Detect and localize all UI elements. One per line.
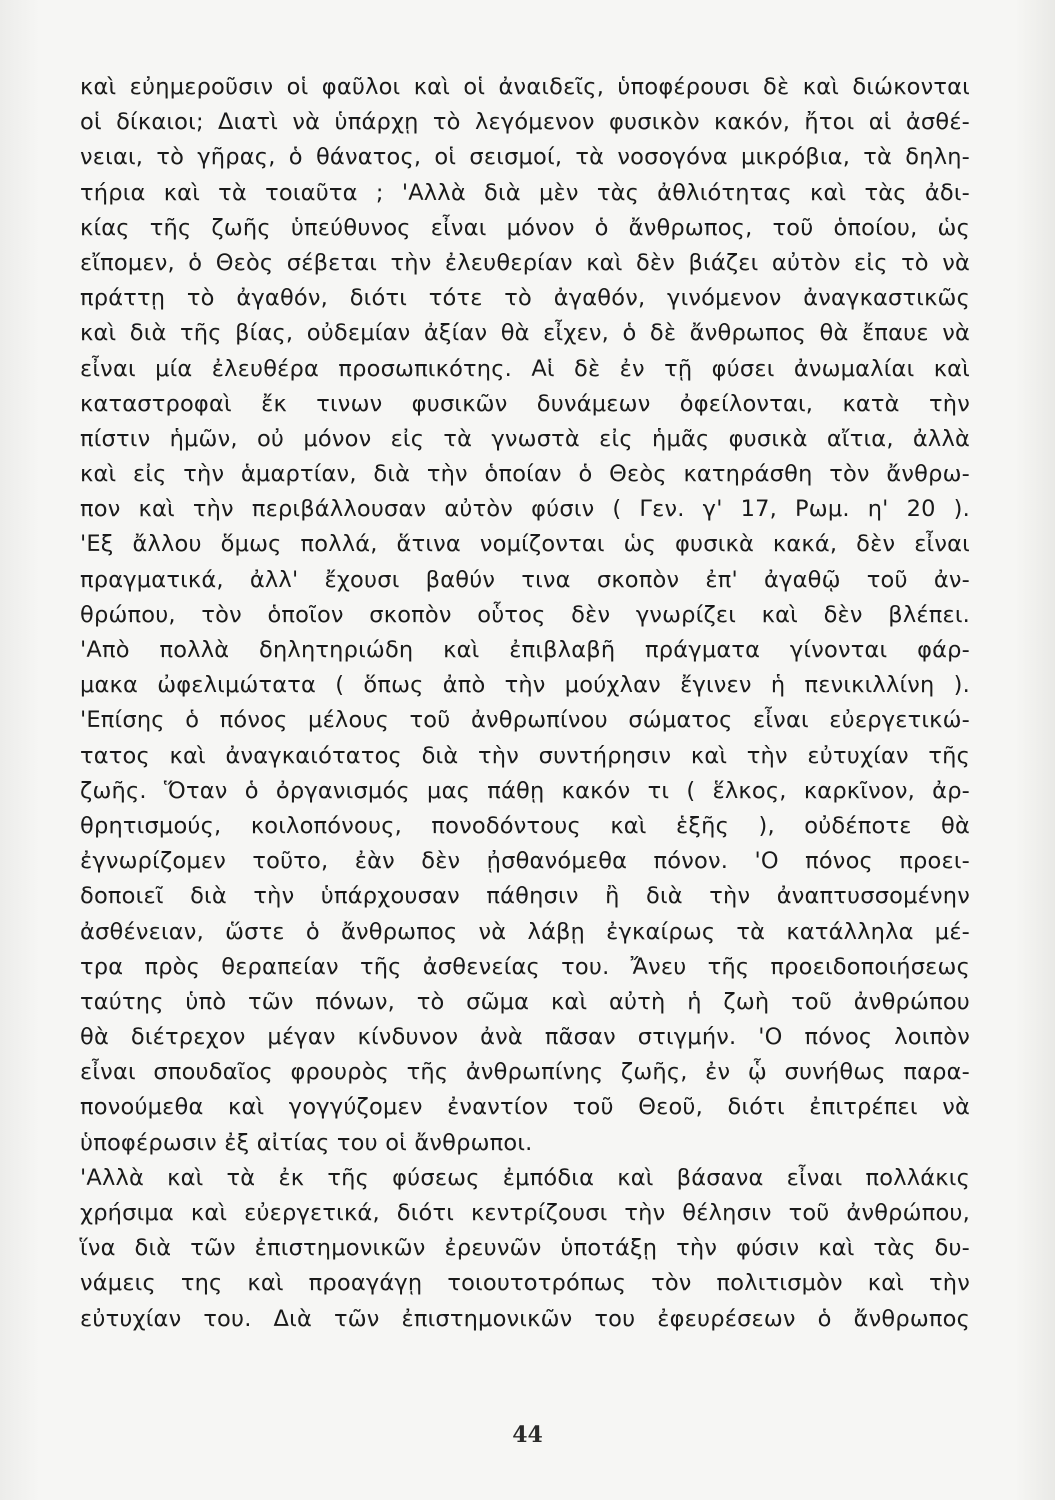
- text-line: νειαι, τὸ γῆρας, ὁ θάνατος, οἱ σεισμοί, τὰ νοσογόνα μικρόβια, τὰ δηλη-: [80, 144, 970, 171]
- text-line: εὐτυχίαν του. Διὰ τῶν ἐπιστημονικῶν του ἐφευρέσεων ὁ ἄνθρωπος: [80, 1305, 970, 1332]
- text-line: καὶ εὐημεροῦσιν οἱ φαῦλοι καὶ οἱ ἀναιδεῖς, ὑποφέρουσι δὲ καὶ διώκονται: [80, 74, 970, 100]
- text-line: ἵνα διὰ τῶν ἐπιστημονικῶν ἐρευνῶν ὑποτάξῃ τὴν φύσιν καὶ τὰς δυ-: [80, 1235, 970, 1262]
- text-line: εἴπομεν, ὁ Θεὸς σέβεται τὴν ἐλευθερίαν καὶ δὲν βιάζει αὐτὸν εἰς τὸ νὰ: [80, 249, 970, 276]
- text-line: νάμεις της καὶ προαγάγῃ τοιουτοτρόπως τὸν πολιτισμὸν καὶ τὴν: [80, 1270, 970, 1297]
- text-line: εἶναι μία ἐλευθέρα προσωπικότης. Αἱ δὲ ἐν τῇ φύσει ἀνωμαλίαι καὶ: [80, 355, 970, 382]
- text-line: εἶναι σπουδαῖος φρουρὸς τῆς ἀνθρωπίνης ζωῆς, ἐν ᾧ συνήθως παρα-: [80, 1059, 970, 1086]
- text-line: κίας τῆς ζωῆς ὑπεύθυνος εἶναι μόνον ὁ ἄνθρωπος, τοῦ ὁποίου, ὡς: [80, 214, 970, 241]
- text-line: δοποιεῖ διὰ τὴν ὑπάρχουσαν πάθησιν ἢ διὰ τὴν ἀναπτυσσομένην: [80, 883, 970, 910]
- text-line: πονούμεθα καὶ γογγύζομεν ἐναντίον τοῦ Θεοῦ, διότι ἐπιτρέπει νὰ: [80, 1094, 970, 1121]
- text-line: τατος καὶ ἀναγκαιότατος διὰ τὴν συντήρησιν καὶ τὴν εὐτυχίαν τῆς: [80, 742, 970, 769]
- text-line: θρώπου, τὸν ὁποῖον σκοπὸν οὗτος δὲν γνωρίζει καὶ δὲν βλέπει.: [80, 601, 970, 628]
- text-line: πον καὶ τὴν περιβάλλουσαν αὐτὸν φύσιν ( Γεν. γ' 17, Ρωμ. η' 20 ).: [80, 496, 970, 523]
- text-line: πίστιν ἡμῶν, οὐ μόνον εἰς τὰ γνωστὰ εἰς ἡμᾶς φυσικὰ αἴτια, ἀλλὰ: [80, 425, 970, 452]
- text-line: θρητισμούς, κοιλοπόνους, πονοδόντους καὶ ἑξῆς ), οὐδέποτε θὰ: [80, 812, 970, 839]
- text-line: τρα πρὸς θεραπείαν τῆς ἀσθενείας του. Ἄνευ τῆς προειδοποιήσεως: [80, 953, 970, 980]
- text-line: καὶ διὰ τῆς βίας, οὐδεμίαν ἀξίαν θὰ εἶχεν, ὁ δὲ ἄνθρωπος θὰ ἔπαυε νὰ: [80, 320, 970, 347]
- page-number: 44: [512, 1422, 543, 1448]
- body-text: [80, 70, 970, 1337]
- text-line: ταύτης ὑπὸ τῶν πόνων, τὸ σῶμα καὶ αὐτὴ ἡ ζωὴ τοῦ ἀνθρώπου: [80, 988, 970, 1015]
- text-line: ὑποφέρωσιν ἐξ αἰτίας του οἱ ἄνθρωποι.: [80, 1129, 533, 1156]
- text-line: 'Αλλὰ καὶ τὰ ἐκ τῆς φύσεως ἐμπόδια καὶ βάσανα εἶναι πολλάκις: [80, 1164, 970, 1191]
- text-line: 'Απὸ πολλὰ δηλητηριώδη καὶ ἐπιβλαβῆ πράγματα γίνονται φάρ-: [80, 637, 970, 663]
- text-line: καταστροφαὶ ἔκ τινων φυσικῶν δυνάμεων ὀφείλονται, κατὰ τὴν: [80, 390, 970, 417]
- text-line: τήρια καὶ τὰ τοιαῦτα ; 'Αλλὰ διὰ μὲν τὰς ἀθλιότητας καὶ τὰς ἀδι-: [80, 179, 970, 206]
- text-line: πράττῃ τὸ ἀγαθόν, διότι τότε τὸ ἀγαθόν, γινόμενον ἀναγκαστικῶς: [80, 285, 970, 312]
- text-line: πραγματικά, ἀλλ' ἔχουσι βαθύν τινα σκοπὸν ἐπ' ἀγαθῷ τοῦ ἀν-: [80, 566, 970, 593]
- text-line: 'Επίσης ὁ πόνος μέλους τοῦ ἀνθρωπίνου σώματος εἶναι εὐεργετικώ-: [80, 707, 970, 734]
- text-line: οἱ δίκαιοι; Διατὶ νὰ ὑπάρχῃ τὸ λεγόμενον φυσικὸν κακόν, ἤτοι αἱ ἀσθέ-: [80, 109, 970, 136]
- text-line: ἐγνωρίζομεν τοῦτο, ἐὰν δὲν ᾐσθανόμεθα πόνον. 'Ο πόνος προει-: [80, 848, 970, 875]
- text-line: ἀσθένειαν, ὥστε ὁ ἄνθρωπος νὰ λάβῃ ἐγκαίρως τὰ κατάλληλα μέ-: [80, 918, 970, 945]
- text-line: καὶ εἰς τὴν ἁμαρτίαν, διὰ τὴν ὁποίαν ὁ Θεὸς κατηράσθη τὸν ἄνθρω-: [80, 461, 970, 488]
- text-line: ζωῆς. Ὅταν ὁ ὀργανισμός μας πάθῃ κακόν τι ( ἕλκος, καρκῖνον, ἀρ-: [80, 777, 970, 804]
- text-line: 'Εξ ἄλλου ὅμως πολλά, ἅτινα νομίζονται ὡς φυσικὰ κακά, δὲν εἶναι: [80, 531, 970, 558]
- text-line: μακα ὠφελιμώτατα ( ὅπως ἀπὸ τὴν μούχλαν ἔγινεν ἡ πενικιλλίνη ).: [80, 672, 970, 699]
- text-line: χρήσιμα καὶ εὐεργετικά, διότι κεντρίζουσι τὴν θέλησιν τοῦ ἀνθρώπου,: [80, 1200, 970, 1226]
- text-line: θὰ διέτρεχον μέγαν κίνδυνον ἀνὰ πᾶσαν στιγμήν. 'Ο πόνος λοιπὸν: [80, 1024, 970, 1051]
